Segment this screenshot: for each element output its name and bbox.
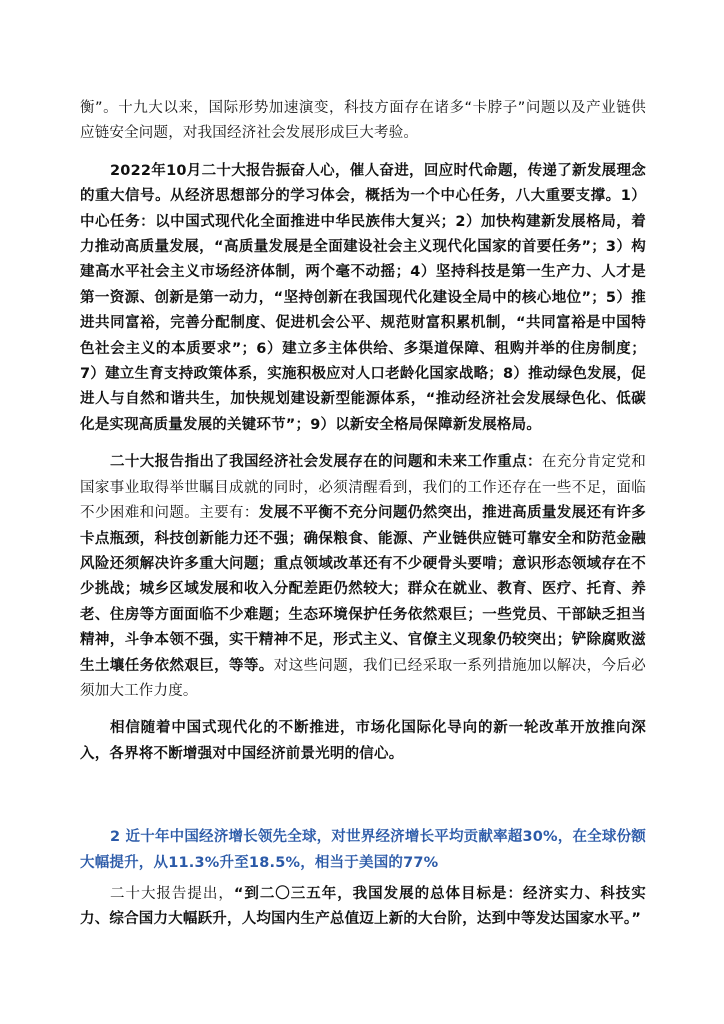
document-page [80, 96, 646, 933]
goal-quote: “到二〇三五年，我国发展的总体目标是：经济实力、科技实力、综合国力大幅跃升，人均国内生产总值迈上新的大台阶，达到中等发达国家水平。” [80, 885, 646, 928]
paragraph-2035-goal [80, 882, 646, 933]
paragraph-twentieth-congress-summary: 2022年10月二十大报告振奋人心，催人奋进，回应时代命题，传递了新发展理念的重大信号。从经济思想部分的学习体会，概括为一个中心任务，八大重要支撑。1）中心任务：以中国式现代化全面推进中华民族伟大复兴；2）加快构建新发展格局，着力推动高质量发展，“高质量发展是全面建设社会主义现代化国家的首要任务”；3）构建高水平社会主义市场经济体制，两个毫不动摇；4）坚持科技是第一生产力、人才是第一资源、创新是第一动力，“坚持创新在我国现代化建设全局中的核心地位”；5）推进共同富裕，完善分配制度、促进机会公平、规范财富积累机制，“共同富裕是中国特色社会主义的本质要求”；6）建立多主体供给、多渠道保障、租购并举的住房制度；7）建立生育支持政策体系，实施积极应对人口老龄化国家战略；8）推动绿色发展，促进人与自然和谐共生，加快规划建设新型能源体系，“推动经济社会发展绿色化、低碳化是实现高质量发展的关键环节”；9）以新安全格局保障新发展格局。 [80, 162, 646, 433]
paragraph-problems [80, 450, 646, 704]
problems-lead: 二十大报告指出了我国经济社会发展存在的问题和未来工作重点： [110, 454, 542, 471]
problems-context: 在充分肯定党和国家事业取得举世瞩目成就的同时，必须清醒看到，我们的工作还存在一些不足，面临不少困难和问题。主要有： [80, 454, 646, 522]
paragraph-confidence: 相信随着中国式现代化的不断推进，市场化国际化导向的新一轮改革开放推向深入，各界将不断增强对中国经济前景光明的信心。 [80, 720, 646, 762]
goal-lead: 二十大报告提出， [110, 885, 234, 902]
problems-tail: 对这些问题，我们已经采取一系列措施加以解决，今后必须加大工作力度。 [80, 657, 646, 699]
problems-list: 发展不平衡不充分问题仍然突出，推进高质量发展还有许多卡点瓶颈，科技创新能力还不强；确保粮食、能源、产业链供应链可靠安全和防范金融风险还须解决许多重大问题；重点领域改革还有不少硬骨头要啃；意识形态领域存在不少挑战；城乡区域发展和收入分配差距仍然较大；群众在就业、教育、医疗、托育、养老、住房等方面面临不少难题；生态环境保护任务依然艰巨；一些党员、干部缺乏担当精神，斗争本领不强，实干精神不足，形式主义、官僚主义现象仍较突出；铲除腐败滋生土壤任务依然艰巨，等等。 [80, 505, 646, 674]
paragraph-intro: 衡”。十九大以来，国际形势加速演变，科技方面存在诸多“卡脖子”问题以及产业链供应链安全问题，对我国经济社会发展形成巨大考验。 [80, 100, 646, 142]
section-heading: 2 近十年中国经济增长领先全球，对世界经济增长平均贡献率超30%，在全球份额大幅提升，从11.3%升至18.5%，相当于美国的77% [80, 829, 646, 871]
